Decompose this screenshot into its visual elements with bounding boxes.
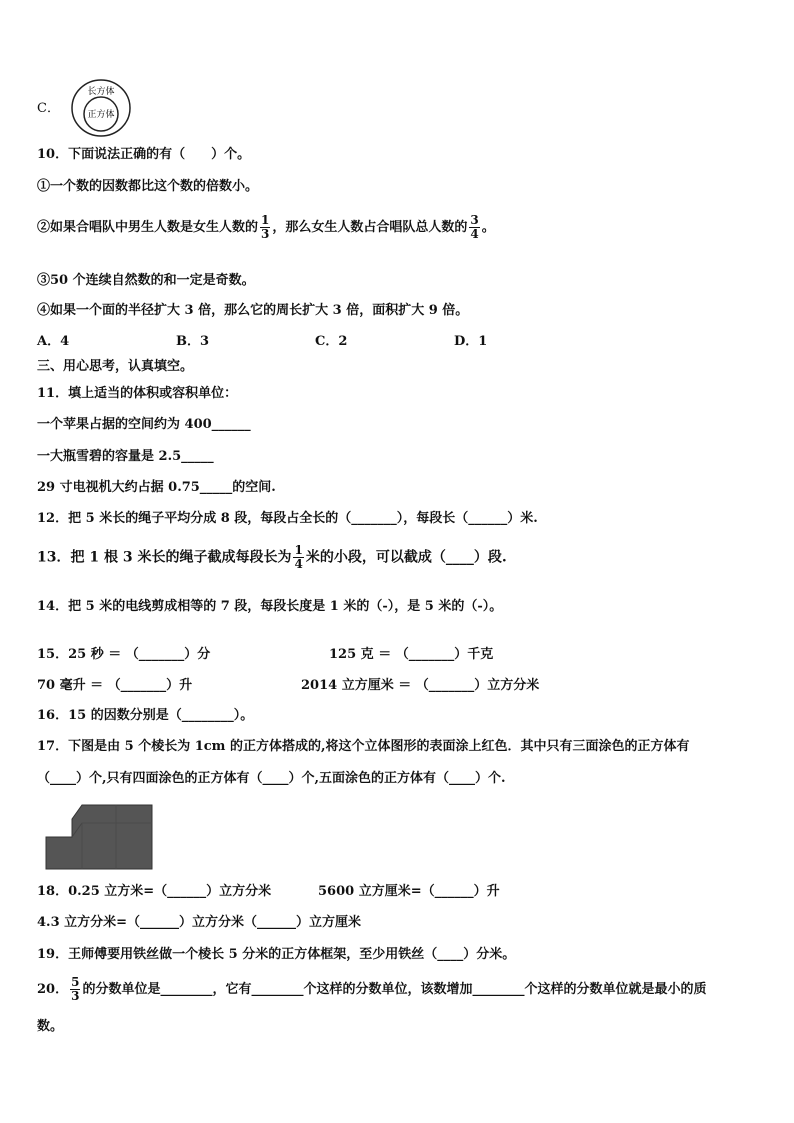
fraction-three-quarters bbox=[469, 214, 479, 241]
fraction-denominator: 3 bbox=[71, 989, 80, 1003]
q10-statement-2 bbox=[37, 214, 495, 241]
q10-s2-text-c: 。 bbox=[481, 220, 495, 235]
q17-line-2: （____）个,只有四面涂色的正方体有（____）个,五面涂色的正方体有（____）个. bbox=[37, 771, 506, 786]
q11-stem: 11．填上适当的体积或容积单位： bbox=[37, 386, 238, 401]
fraction-five-thirds bbox=[70, 976, 80, 1003]
q11-line-2: 一大瓶雪碧的容量是 2.5_____ bbox=[37, 449, 214, 464]
q14-text: 14．把 5 米的电线剪成相等的 7 段，每段长度是 1 米的（-），是 5 米的（-）。 bbox=[37, 599, 503, 614]
fraction-numerator: 5 bbox=[71, 975, 80, 989]
q10-option-b: B．3 bbox=[176, 334, 210, 349]
cube-stack-silhouette bbox=[46, 805, 152, 869]
section-3-heading: 三、用心思考，认真填空。 bbox=[37, 359, 194, 374]
q20-line-1 bbox=[37, 976, 706, 1003]
fraction-denominator: 3 bbox=[261, 227, 270, 241]
q10-statement-3: ③50 个连续自然数的和一定是奇数。 bbox=[37, 273, 255, 288]
fraction-numerator: 1 bbox=[261, 213, 270, 227]
fraction-denominator: 4 bbox=[294, 557, 303, 571]
q17-line-1: 17．下图是由 5 个棱长为 1cm 的正方体搭成的,将这个立体图形的表面涂上红色．其中只有三面涂色的正方体有 bbox=[37, 739, 690, 754]
q15-part-b: 125 克 ＝ （_______）千克 bbox=[329, 647, 494, 662]
q15-part-a: 15．25 秒 ＝ （_______）分 bbox=[37, 647, 211, 662]
q15-part-d: 2014 立方厘米 ＝ （_______）立方分米 bbox=[301, 678, 540, 693]
q11-line-3: 29 寸电视机大约占据 0.75_____的空间. bbox=[37, 480, 276, 495]
fraction-numerator: 3 bbox=[470, 213, 479, 227]
q12-text: 12．把 5 米长的绳子平均分成 8 段，每段占全长的（_______），每段长（______）米. bbox=[37, 511, 538, 526]
fraction-denominator: 4 bbox=[470, 227, 479, 241]
q9-option-c-label: C． bbox=[37, 101, 60, 116]
q10-stem: 10．下面说法正确的有（ ）个。 bbox=[37, 147, 251, 162]
q13-text-b: 米的小段，可以截成（____）段. bbox=[305, 549, 507, 566]
q13-text-a: 13．把 1 根 3 米长的绳子截成每段长为 bbox=[37, 549, 292, 566]
q18-part-a: 18．0.25 立方米=（______）立方分米 bbox=[37, 884, 272, 899]
q18-part-c: 4.3 立方分米=（______）立方分米（______）立方厘米 bbox=[37, 915, 362, 930]
q10-option-d: D．1 bbox=[454, 334, 488, 349]
inner-circle-label: 正方体 bbox=[87, 110, 115, 120]
q20-line-2: 数。 bbox=[37, 1019, 64, 1034]
q10-option-c: C．2 bbox=[315, 334, 348, 349]
q11-line-1: 一个苹果占据的空间约为 400______ bbox=[37, 417, 251, 432]
cube-stack-figure bbox=[44, 803, 156, 871]
set-diagram-figure bbox=[70, 78, 132, 138]
q10-statement-4: ④如果一个面的半径扩大 3 倍，那么它的周长扩大 3 倍，面积扩大 9 倍。 bbox=[37, 303, 469, 318]
fraction-numerator: 1 bbox=[294, 543, 303, 557]
q20-number: 20． bbox=[37, 982, 69, 997]
q10-s2-text-a: ②如果合唱队中男生人数是女生人数的 bbox=[37, 220, 259, 235]
q10-s2-text-b: ，那么女生人数占合唱队总人数的 bbox=[272, 220, 468, 235]
q16-text: 16．15 的因数分别是（________）。 bbox=[37, 708, 254, 723]
fraction-one-third bbox=[260, 214, 270, 241]
outer-circle-label: 长方体 bbox=[87, 87, 115, 97]
q20-text-a: 的分数单位是________，它有________个这样的分数单位，该数增加________个这样的分数单位就是最小的质 bbox=[82, 982, 707, 997]
q10-statement-1: ①一个数的因数都比这个数的倍数小。 bbox=[37, 179, 259, 194]
q19-text: 19．王师傅要用铁丝做一个棱长 5 分米的正方体框架，至少用铁丝（____）分米。 bbox=[37, 947, 516, 962]
q10-option-a: A．4 bbox=[37, 334, 70, 349]
q18-part-b: 5600 立方厘米=（______）升 bbox=[318, 884, 500, 899]
q15-part-c: 70 毫升 ＝ （_______）升 bbox=[37, 678, 193, 693]
q13-text bbox=[37, 544, 507, 571]
fraction-one-quarter bbox=[293, 544, 303, 571]
